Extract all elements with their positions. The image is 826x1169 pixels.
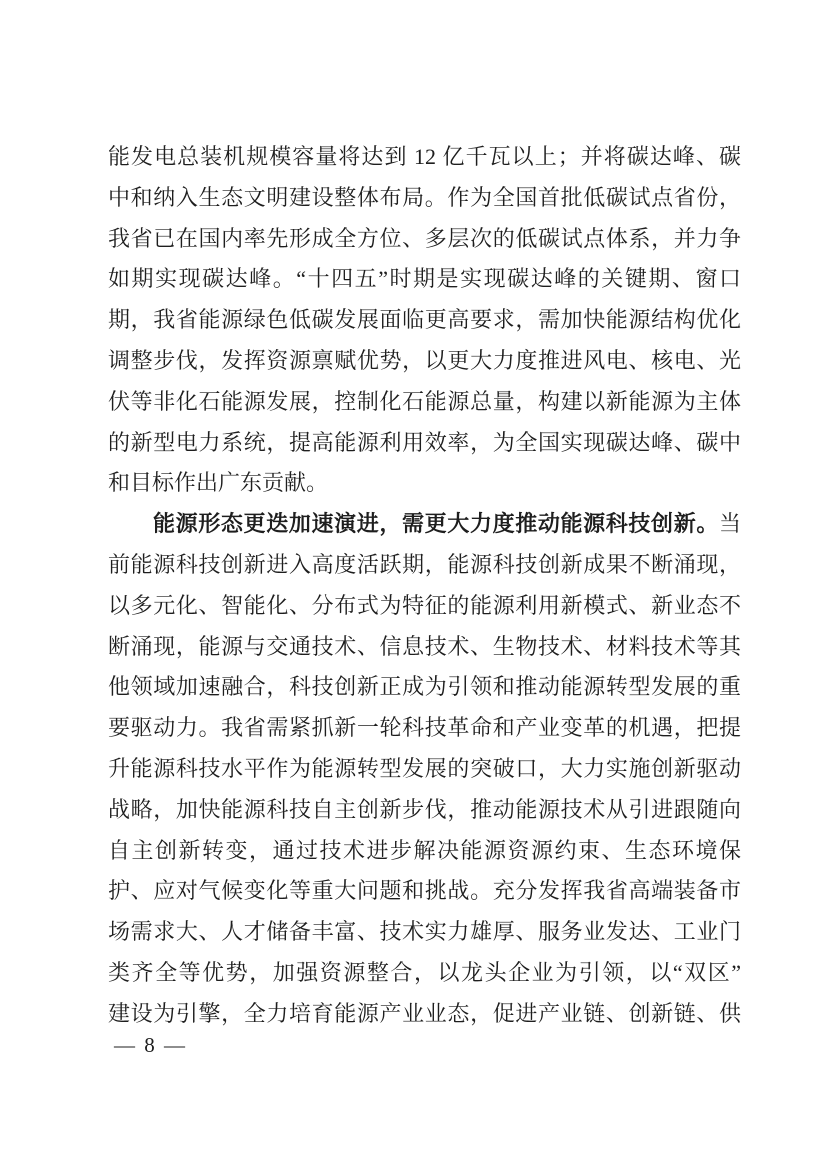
body-text: 前能源科技创新进入高度活跃期，能源科技创新成果不断涌现，: [108, 551, 741, 577]
text-line: [108, 137, 741, 178]
page-number: — 8 —: [114, 1033, 187, 1057]
bold-heading-text: 能源形态更迭加速演进，需更大力度推动能源科技创新。: [153, 511, 719, 537]
document-body: [108, 137, 741, 1035]
body-text: 当: [718, 511, 741, 537]
body-text: 如期实现碳达峰。“十四五”时期是实现碳达峰的关键期、窗口: [108, 266, 741, 292]
text-line: [108, 586, 741, 627]
body-text: 调整步伐，发挥资源禀赋优势，以更大力度推进风电、核电、光: [108, 347, 741, 373]
body-text: 他领域加速融合，科技创新正成为引领和推动能源转型发展的重: [108, 674, 741, 700]
body-text: 的新型电力系统，提高能源利用效率，为全国实现碳达峰、碳中: [108, 429, 741, 455]
text-line: [108, 831, 741, 872]
text-line: [108, 708, 741, 749]
body-text: 场需求大、人才储备丰富、技术实力雄厚、服务业发达、工业门: [108, 919, 741, 945]
body-text: 战略，加快能源科技自主创新步伐，推动能源技术从引进跟随向: [108, 796, 741, 822]
body-text: 建设为引擎，全力培育能源产业业态，促进产业链、创新链、供: [108, 1000, 741, 1026]
text-line: [108, 219, 741, 260]
body-text: 我省已在国内率先形成全方位、多层次的低碳试点体系，并力争: [108, 225, 741, 251]
body-text: 护、应对气候变化等重大问题和挑战。充分发挥我省高端装备市: [108, 878, 741, 904]
text-line: [108, 749, 741, 790]
text-line: [108, 871, 741, 912]
text-line: [108, 790, 741, 831]
text-line: [108, 463, 741, 504]
text-line: [108, 504, 741, 545]
text-line: [108, 545, 741, 586]
body-text: 断涌现，能源与交通技术、信息技术、生物技术、材料技术等其: [108, 633, 741, 659]
text-line: [108, 341, 741, 382]
body-text: 类齐全等优势，加强资源整合，以龙头企业为引领，以“双区”: [108, 959, 741, 985]
text-line: [108, 300, 741, 341]
text-line: [108, 912, 741, 953]
body-text: 和目标作出广东贡献。: [108, 470, 329, 496]
body-text: 自主创新转变，通过技术进步解决能源资源约束、生态环境保: [108, 837, 741, 863]
text-line: [108, 259, 741, 300]
body-text: 伏等非化石能源发展，控制化石能源总量，构建以新能源为主体: [108, 388, 741, 414]
text-line: [108, 423, 741, 464]
text-line: [108, 994, 741, 1035]
text-line: [108, 178, 741, 219]
text-line: [108, 953, 741, 994]
body-text: 期，我省能源绿色低碳发展面临更高要求，需加快能源结构优化: [108, 307, 741, 333]
body-text: 升能源科技水平作为能源转型发展的突破口，大力实施创新驱动: [108, 755, 741, 781]
text-line: [108, 382, 741, 423]
body-text: 要驱动力。我省需紧抓新一轮科技革命和产业变革的机遇，把提: [108, 715, 741, 741]
text-line: [108, 667, 741, 708]
body-text: 能发电总装机规模容量将达到 12 亿千瓦以上；并将碳达峰、碳: [108, 144, 741, 169]
body-text: 中和纳入生态文明建设整体布局。作为全国首批低碳试点省份，: [108, 184, 741, 210]
body-text: 以多元化、智能化、分布式为特征的能源利用新模式、新业态不: [108, 592, 741, 618]
text-line: [108, 627, 741, 668]
